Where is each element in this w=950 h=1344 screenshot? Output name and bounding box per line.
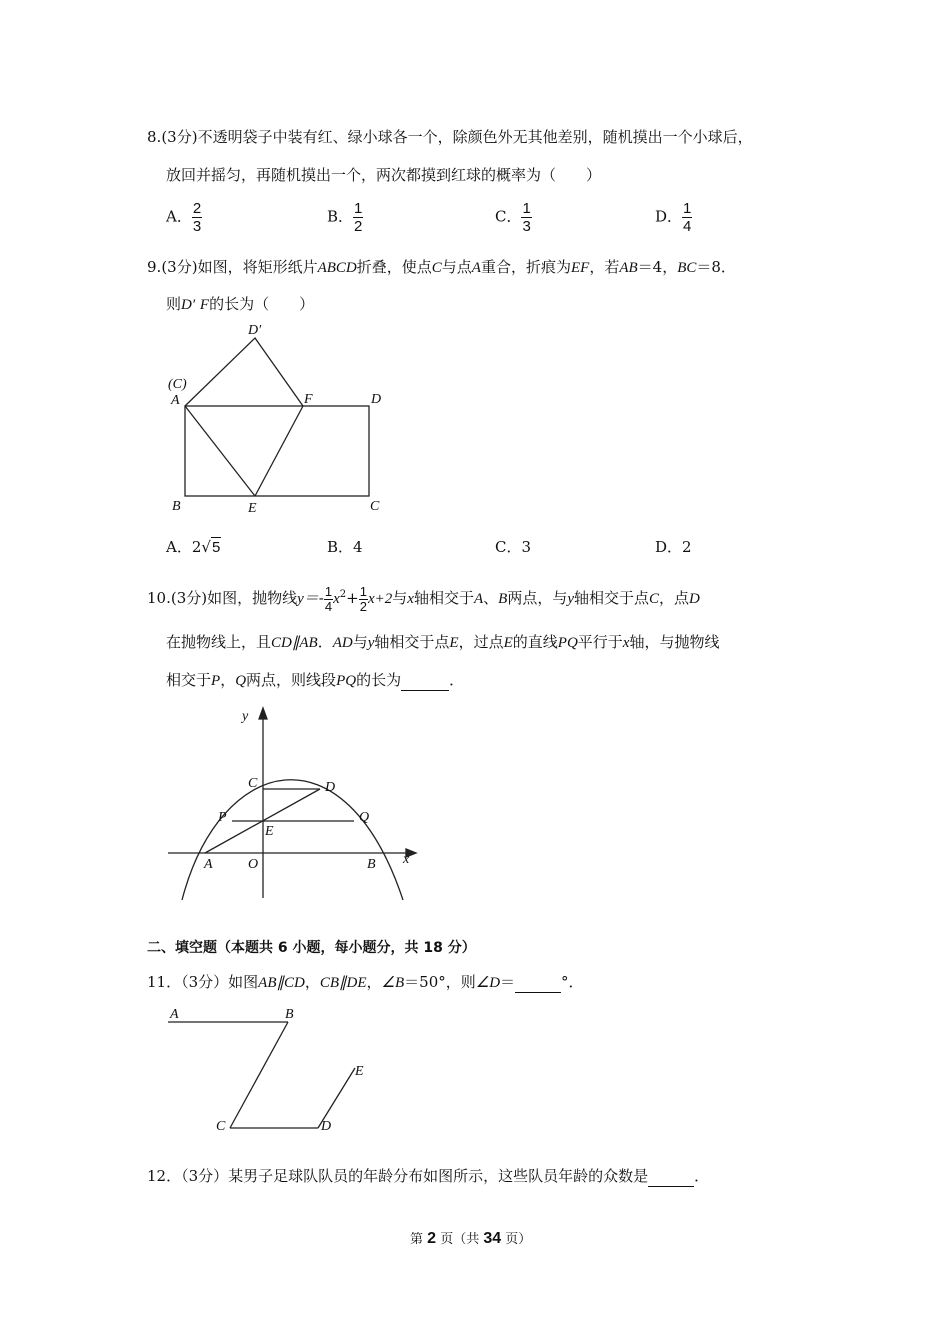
q9-option-c[interactable]: C．3 (495, 538, 532, 556)
q9-option-b[interactable]: B．4 (327, 538, 363, 556)
label-d: D (321, 1119, 332, 1134)
parabola (182, 780, 403, 900)
q8-text-2: 放回并摇匀，再随机摸出一个，两次都摸到红球的概率为（ ） (166, 166, 602, 184)
fraction: $\frac{2}{3}$ (192, 200, 202, 235)
label-c: C (248, 776, 258, 791)
q11-figure (160, 1000, 380, 1140)
crease-ef (255, 406, 303, 496)
q9-figure (160, 322, 400, 522)
q8-option-d[interactable]: D． $\frac{1}{4}$ (655, 200, 692, 235)
label-c: C (216, 1119, 226, 1134)
label-a: A (170, 1007, 179, 1022)
label-c-paren: (C) (168, 377, 187, 392)
rectangle-abcd (185, 406, 369, 496)
label-y: y (242, 709, 249, 724)
label-e: E (355, 1064, 364, 1079)
label-x: x (403, 852, 410, 867)
q10-figure (160, 700, 430, 905)
fold-line-ae (185, 406, 255, 496)
fraction: $\frac{1}{4}$ (324, 583, 333, 614)
label-b: B (172, 499, 181, 514)
fraction: $\frac{1}{3}$ (522, 200, 531, 235)
label-e: E (248, 501, 257, 516)
q9-option-d[interactable]: D．2 (655, 538, 692, 556)
page-footer: 第 2 页（共 34 页） (410, 1230, 532, 1247)
q8-line1 (147, 127, 753, 147)
label-dprime: D′ (248, 323, 262, 338)
q9-line2: 则D′ F的长为（ ） (166, 295, 315, 313)
label-e: E (265, 824, 274, 839)
q8-line2 (166, 165, 601, 185)
q10-line3: 相交于P，Q两点，则线段PQ的长为 ． (166, 671, 465, 689)
q11-line: 11．（3分）如图AB∥CD，CB∥DE，∠B＝50°，则∠D＝ °． (147, 973, 584, 991)
label-a: A (204, 857, 213, 872)
answer-blank[interactable] (648, 1166, 694, 1187)
label-q: Q (359, 810, 370, 825)
q9-option-a[interactable]: A．2√5 (166, 538, 221, 556)
label-d: D (325, 780, 336, 795)
folded-triangle (185, 338, 303, 406)
section2-title: 二、填空题（本题共 6 小题，每小题分，共 18 分） (147, 940, 476, 956)
q8-option-b[interactable]: B． $\frac{1}{2}$ (327, 200, 363, 235)
q12-line: 12．（3分）某男子足球队队员的年龄分布如图所示，这些队员年龄的众数是 ． (147, 1167, 710, 1185)
label-a: A (171, 393, 180, 408)
q9-line1: 9.(3分)如图，将矩形纸片ABCD折叠，使点C与点A重合，折痕为EF，若AB＝4，BC＝8． (147, 258, 736, 276)
label-c: C (370, 499, 380, 514)
label-b: B (367, 857, 376, 872)
label-b: B (285, 1007, 294, 1022)
fraction: $\frac{1}{4}$ (683, 200, 692, 235)
q8-option-c[interactable]: C． $\frac{1}{3}$ (495, 200, 531, 235)
q10-line1: 10.(3分)如图，抛物线y＝- $\frac{1}{4}$ $x^2+$ $\frac{1}{2}$ x+2与x轴相交于A、B两点，与y轴相交于点C，点D (147, 583, 700, 614)
label-d: D (371, 392, 382, 407)
fraction: $\frac{1}{2}$ (359, 583, 367, 614)
y-axis-arrow (259, 708, 267, 719)
label-f: F (304, 392, 313, 407)
line-bc (230, 1022, 288, 1128)
answer-blank[interactable] (515, 972, 561, 993)
answer-blank[interactable] (401, 670, 449, 691)
label-p: P (218, 810, 227, 825)
q8-text-1: 不透明袋子中装有红、绿小球各一个，除颜色外无其他差别，随机摸出一个小球后， (197, 128, 753, 146)
q8-number: 8. (147, 128, 162, 146)
label-o: O (248, 857, 259, 872)
q8-option-a[interactable]: A． $\frac{2}{3}$ (166, 200, 202, 235)
q8-points: (3分) (161, 128, 198, 146)
fraction: $\frac{1}{2}$ (354, 200, 363, 235)
q10-line2: 在抛物线上，且CD∥AB．AD与y轴相交于点E，过点E的直线PQ平行于x轴，与抛物线 (166, 633, 720, 651)
